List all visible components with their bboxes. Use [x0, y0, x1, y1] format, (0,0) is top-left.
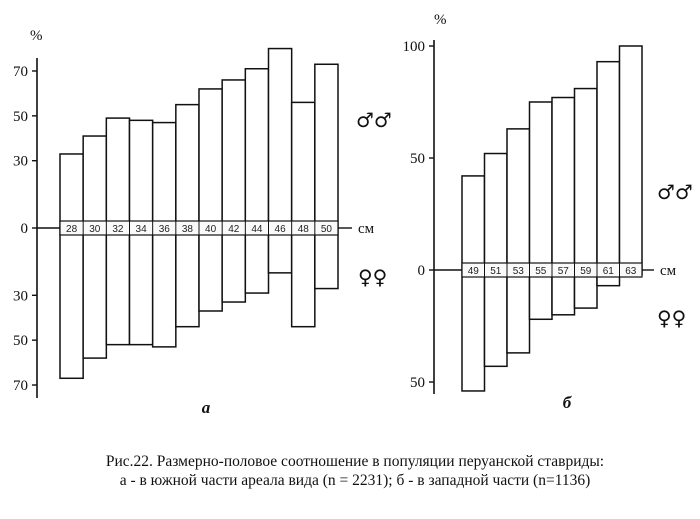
panel-a-bar-male — [245, 69, 268, 228]
panel-a-bar-male — [130, 120, 153, 228]
panel-b-category-label: 61 — [602, 266, 614, 277]
panel-b-bar-female — [507, 270, 530, 353]
panel-a-bar-male — [199, 89, 222, 228]
panel-b-bar-male — [530, 102, 553, 270]
panel-a-category-label: 36 — [158, 224, 170, 235]
panel-a-category-label: 42 — [228, 224, 240, 235]
panel-b-bar-male — [507, 129, 530, 270]
panel-b-category-label: 49 — [467, 266, 479, 277]
panel-a-chart — [13, 28, 392, 417]
panel-a-category-label: 48 — [297, 224, 309, 235]
panel-a-bar-female — [222, 228, 245, 302]
panel-b-y-unit-label: % — [434, 12, 447, 28]
panel-a-category-label: 34 — [135, 224, 147, 235]
panel-b-y-tick-label: 100 — [402, 39, 425, 55]
panel-b-bar-female — [462, 270, 485, 391]
panel-a-bar-female — [315, 228, 338, 289]
panel-a-y-tick-label: 0 — [20, 221, 28, 237]
panel-b-bar-male — [462, 176, 485, 270]
panel-a-bar-male — [292, 102, 315, 228]
panel-a-bar-male — [106, 118, 129, 228]
caption-line-2: а - в южной части ареала вида (n = 2231); б - в западной части (n=1136) — [119, 472, 591, 489]
panel-b-category-label: 53 — [512, 266, 524, 277]
panel-a-bar-female — [176, 228, 199, 327]
panel-a-y-unit-label: % — [30, 28, 43, 44]
panel-b-female-label: ♀♀ — [657, 306, 687, 330]
panel-a-bar-male — [60, 154, 83, 228]
panel-b-bar-male — [552, 98, 575, 270]
panel-a-bar-male — [83, 136, 106, 228]
panel-a-bar-female — [245, 228, 268, 293]
panel-a-category-label: 32 — [112, 224, 124, 235]
panel-a-bar-female — [106, 228, 129, 345]
caption-line-1: Рис.22. Размерно-половое соотношение в популяции перуанской ставриды: — [105, 453, 605, 470]
panel-b-bar-female — [485, 270, 508, 366]
panel-a-category-label: 50 — [320, 224, 332, 235]
panel-a-bar-male — [222, 80, 245, 228]
panel-a-y-tick-label: 30 — [13, 288, 28, 305]
panel-b-bar-male — [575, 89, 598, 270]
panel-a-category-label: 44 — [251, 224, 263, 235]
panel-a-bar-female — [153, 228, 176, 347]
panel-b-y-tick-label: 0 — [417, 263, 425, 279]
panel-a-y-tick-label: 30 — [13, 153, 28, 170]
panel-b-bar-male — [620, 46, 643, 270]
panel-a-category-label: 30 — [89, 224, 101, 235]
panel-a-y-tick-label: 70 — [13, 63, 28, 80]
panel-a-category-label: 46 — [274, 224, 286, 235]
panel-b-category-label: 51 — [490, 266, 502, 277]
panel-b-y-tick-label: 50 — [410, 375, 425, 391]
panel-b-category-label: 63 — [625, 266, 637, 277]
panel-a-bar-male — [269, 49, 292, 228]
panel-b-bar-male — [597, 62, 620, 270]
panel-a-y-tick-label: 50 — [13, 108, 28, 125]
panel-a-y-tick-label: 50 — [13, 333, 28, 350]
figure-caption — [20, 452, 690, 490]
panel-a-male-label: ♂♂ — [356, 108, 392, 132]
panel-b-category-label: 55 — [535, 266, 547, 277]
panel-a-bar-male — [315, 64, 338, 228]
panel-a-category-label: 38 — [181, 224, 193, 235]
panel-a-bar-male — [153, 123, 176, 228]
panel-b-center-unit-label: см — [660, 263, 677, 279]
panel-a-bar-female — [199, 228, 222, 311]
panel-a-female-label: ♀♀ — [358, 265, 388, 289]
panel-a-bar-female — [83, 228, 106, 358]
panel-a-category-label: 28 — [66, 224, 78, 235]
panel-b-panel-letter: б — [562, 393, 572, 412]
panel-a-bar-female — [60, 228, 83, 378]
panel-b-category-label: 57 — [557, 266, 569, 277]
panel-b-bar-male — [485, 154, 508, 270]
panel-a-bar-female — [130, 228, 153, 345]
panel-b-chart — [403, 12, 693, 412]
panel-a-bar-male — [176, 105, 199, 228]
panel-a-panel-letter: а — [201, 398, 211, 417]
panel-b-y-tick-label: 50 — [410, 151, 425, 167]
panel-a-center-unit-label: см — [358, 221, 375, 237]
panel-a-category-label: 40 — [205, 224, 217, 235]
panel-a-y-tick-label: 70 — [13, 378, 28, 395]
panel-a-bar-female — [292, 228, 315, 327]
panel-b-male-label: ♂♂ — [657, 180, 693, 204]
panel-b-category-label: 59 — [580, 266, 592, 277]
